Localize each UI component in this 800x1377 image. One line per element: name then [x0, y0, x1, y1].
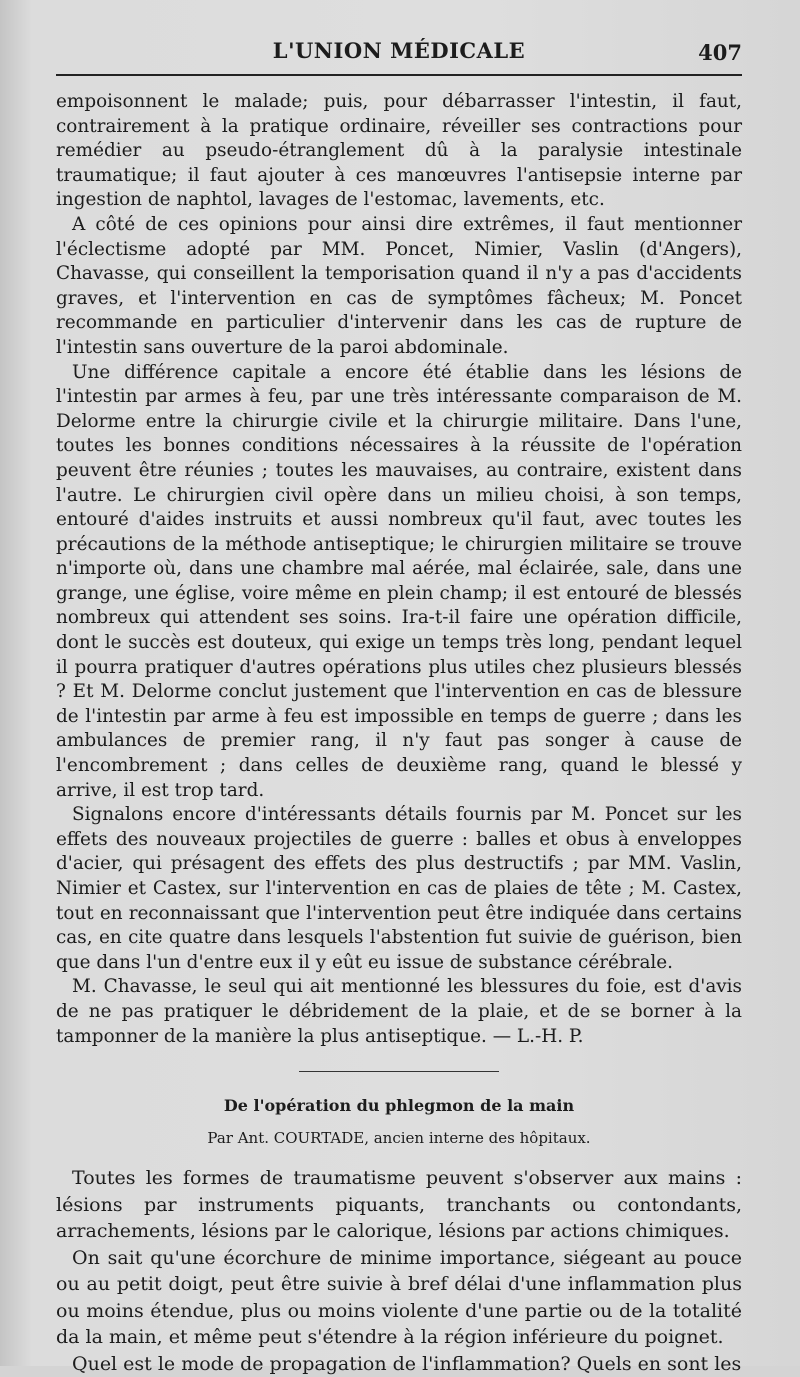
paragraph: Toutes les formes de traumatisme peuvent s'observer aux mains : lésions par instruments piquants, tranchants ou contondants, arrachements, lésions par le calorique, lésions par actions chimiques. — [56, 1167, 742, 1243]
paragraph: Signalons encore d'intéressants détails fournis par M. Poncet sur les effets des nouveaux projectiles de guerre : balles et obus à enveloppes d'acier, qui présagent des effets des plus destructifs ; par MM. Vaslin, Nimier et Castex, sur l'intervention en cas de plaies de tête ; M. Castex, tout en reconnaissant que l'intervention peut être indiquée dans certains cas, en cite quatre dans lesquels l'abstention fut suivie de guérison, bien que dans l'un d'entre eux il y eût eu issue de substance cérébrale. — [56, 804, 742, 973]
section-divider — [299, 1071, 499, 1072]
article-byline: Par Ant. COURTADE, ancien interne des hôpitaux. — [207, 1129, 591, 1148]
paragraph: M. Chavasse, le seul qui ait mentionné les blessures du foie, est d'avis de ne pas pratiquer le débridement de la plaie, et de se borner à la tamponner de la manière la plus antiseptique. — L.-H. P. — [56, 976, 742, 1047]
running-title: L'UNION MÉDICALE — [272, 38, 526, 63]
paragraph: On sait qu'une écorchure de minime importance, siégeant au pouce ou au petit doigt, peut être suivie à bref délai d'une inflammation plus ou moins étendue, plus ou moins violente d'une partie ou de la totalité da la main, et même peut s'étendre à la région inférieure du poignet. — [56, 1246, 742, 1349]
paragraph: Une différence capitale a encore été établie dans les lésions de l'intestin par armes à feu, par une très intéressante comparaison de M. Delorme entre la chirurgie civile et la chirurgie militaire. Dans l'une, toutes les bonnes conditions nécessaires à la réussite de l'opération peuvent être réunies ; toutes les mauvaises, au contraire, existent dans l'autre. Le chirurgien civil opère dans un milieu choisi, à son temps, entouré d'aides instruits et aussi nombreux qu'il faut, avec toutes les précautions de la méthode antiseptique; le chirurgien militaire se trouve n'importe où, dans une chambre mal aérée, mal éclairée, sale, dans une grange, une église, voire même en plein champ; il est entouré de blessés nombreux qui attendent ses soins. Ira-t-il faire une opération difficile, dont le succès est douteux, qui exige un temps très long, pendant lequel il pourra pratiquer d'autres opérations plus utiles chez plusieurs blessés ? Et M. Delorme conclut justement que l'intervention en cas de blessure de l'intestin par arme à feu est impossible en temps de guerre ; dans les ambulances de premier rang, il n'y faut pas songer à cause de l'encombrement ; dans celles de deuxième rang, quand le blessé y arrive, il est trop tard. — [56, 361, 742, 801]
article-title: De l'opération du phlegmon de la main — [223, 1096, 575, 1116]
body-text — [56, 90, 742, 1049]
paragraph: A côté de ces opinions pour ainsi dire extrêmes, il faut mentionner l'éclectisme adopté par MM. Poncet, Nimier, Vaslin (d'Angers), Chavasse, qui conseillent la temporisation quand il n'y a pas d'accidents graves, et l'intervention en cas de symptômes fâcheux; M. Poncet recommande en particulier d'intervenir dans les cas de rupture de l'intestin sans ouverture de la paroi abdominale. — [56, 213, 742, 358]
page-number: 407 — [698, 40, 742, 65]
paragraph: empoisonnent le malade; puis, pour débarrasser l'intestin, il faut, contrairement à la pratique ordinaire, réveiller ses contractions pour remédier au pseudo-étranglement dû à la paralysie intestinale traumatique; il faut ajouter à ces manœuvres l'antisepsie interne par ingestion de naphtol, lavages de l'estomac, lavements, etc. — [56, 91, 742, 211]
page-header — [56, 30, 742, 70]
paragraph: Quel est le mode de propagation de l'inflammation? Quels en sont les — [72, 1352, 742, 1375]
article-body — [56, 1165, 742, 1377]
header-rule — [56, 74, 742, 76]
